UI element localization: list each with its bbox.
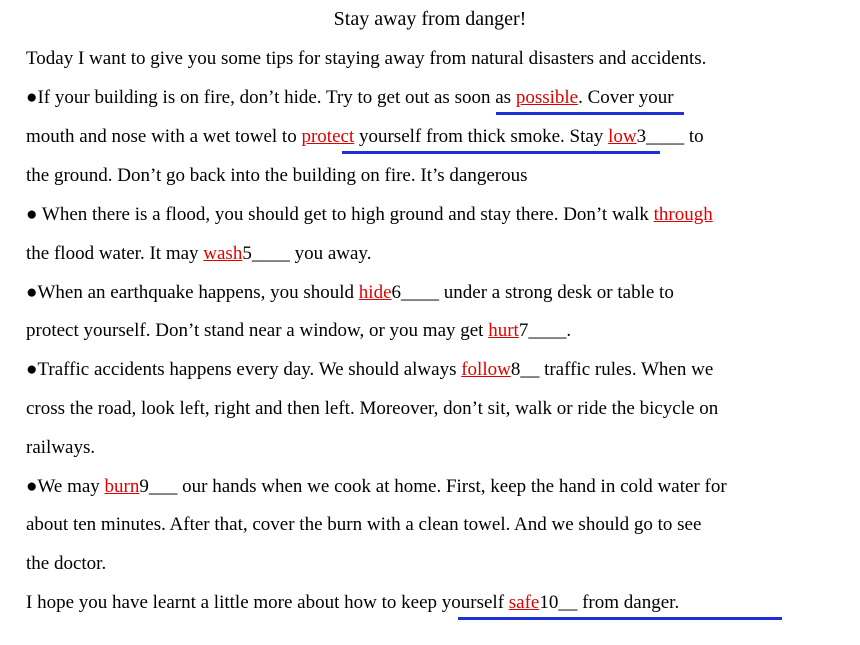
paragraph-fire-line-1: ●If your building is on fire, don’t hide. Try to get out as soon as possible. Cover your <box>26 87 674 108</box>
answer-2: protect <box>301 126 355 147</box>
paragraph-traffic-line-2: cross the road, look left, right and then left. Moreover, don’t sit, walk or ride the bicycle on <box>26 398 719 419</box>
answer-4: through <box>653 204 713 225</box>
paragraph-burn-line-1: ●We may burn9___ our hands when we cook at home. First, keep the hand in cold water for <box>26 476 727 497</box>
answer-1: possible <box>515 87 579 108</box>
blue-underline-2 <box>342 151 660 154</box>
paragraph-earthquake-line-1: ●When an earthquake happens, you should hide6____ under a strong desk or table to <box>26 282 674 303</box>
paragraph-burn-line-2: about ten minutes. After that, cover the burn with a clean towel. And we should go to see <box>26 514 702 535</box>
paragraph-traffic-line-3: railways. <box>26 437 96 458</box>
paragraph-burn-line-3: the doctor. <box>26 553 107 574</box>
answer-7: hurt <box>488 320 519 341</box>
answer-10: safe <box>508 592 540 613</box>
intro-line: Today I want to give you some tips for staying away from natural disasters and accidents. <box>26 48 707 69</box>
answer-8: follow <box>461 359 511 380</box>
answer-5: wash <box>203 243 243 264</box>
paragraph-earthquake-line-2: protect yourself. Don’t stand near a window, or you may get hurt7____. <box>26 320 572 341</box>
blue-underline-1 <box>496 112 684 115</box>
page-title: Stay away from danger! <box>333 8 527 30</box>
paragraph-fire-line-2: mouth and nose with a wet towel to protect yourself from thick smoke. Stay low3____ to <box>26 126 704 147</box>
answer-3: low <box>608 126 637 147</box>
answer-6: hide <box>358 282 392 303</box>
paragraph-traffic-line-1: ●Traffic accidents happens every day. We should always follow8__ traffic rules. When we <box>26 359 714 380</box>
blue-underline-3 <box>458 617 782 620</box>
answer-9: burn <box>104 476 140 497</box>
paragraph-flood-line-1: ● When there is a flood, you should get to high ground and stay there. Don’t walk through <box>26 204 713 225</box>
paragraph-flood-line-2: the flood water. It may wash5____ you away. <box>26 243 372 264</box>
outro-line: I hope you have learnt a little more about how to keep yourself safe10__ from danger. <box>26 592 680 613</box>
paragraph-fire-line-3: the ground. Don’t go back into the building on fire. It’s dangerous <box>26 165 528 186</box>
